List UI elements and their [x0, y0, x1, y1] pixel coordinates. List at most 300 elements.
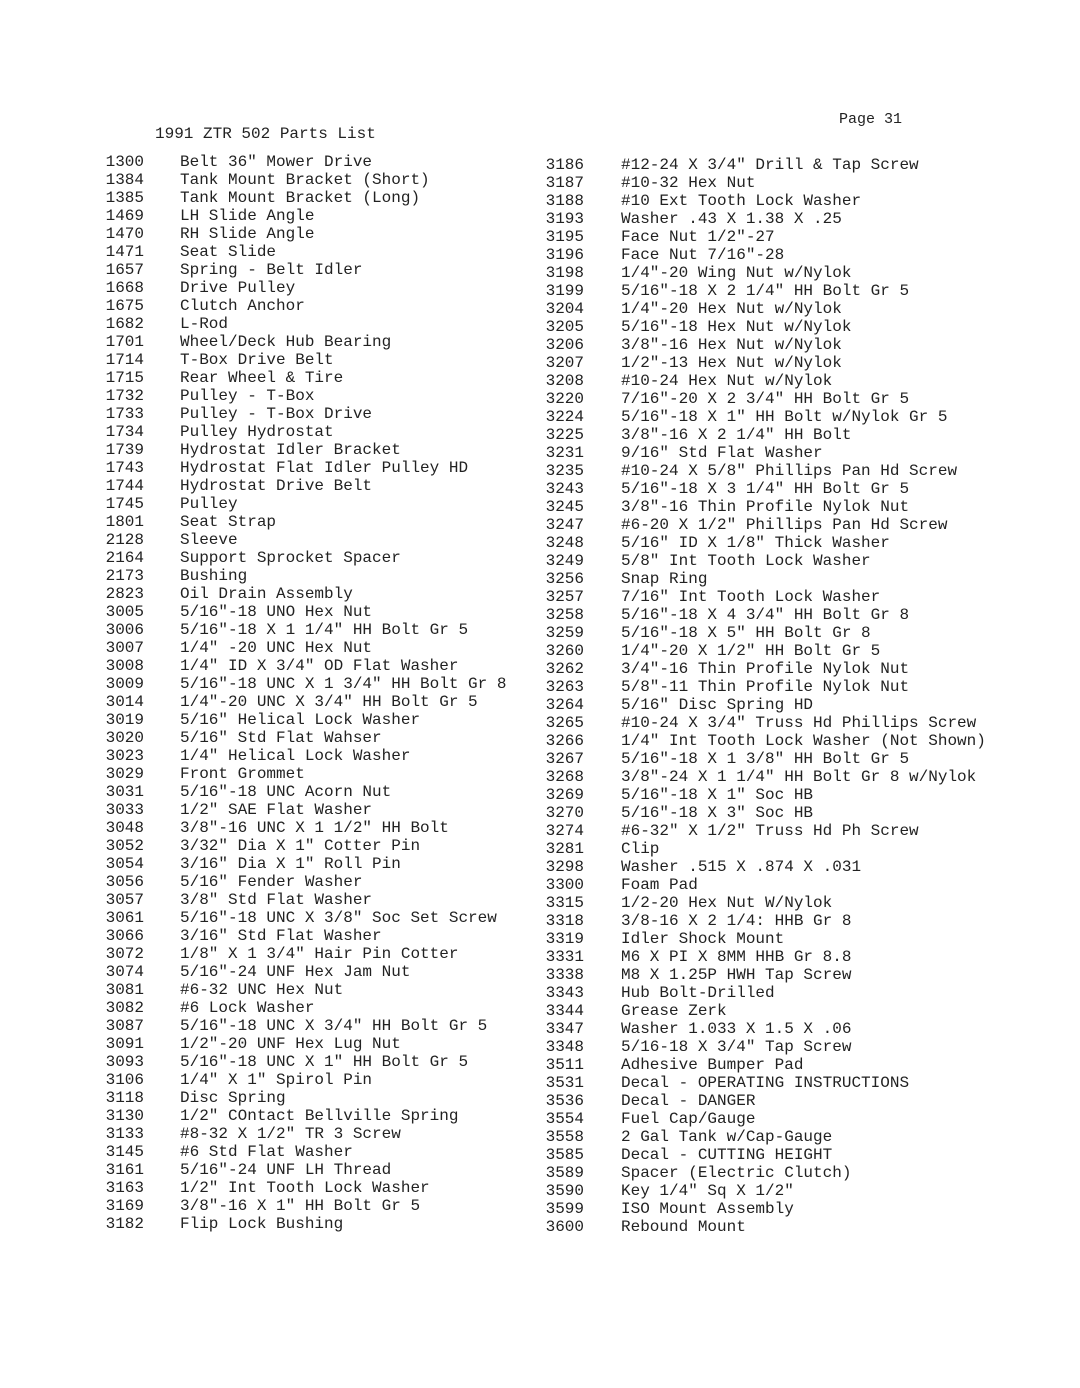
part-number: 3072 — [105, 945, 144, 963]
part-row — [104, 405, 506, 423]
part-description: T-Box Drive Belt — [180, 351, 334, 369]
part-number: 1801 — [105, 513, 144, 531]
part-description: Pulley — [180, 495, 238, 513]
part-description: Oil Drain Assembly — [180, 585, 353, 603]
part-description: Wheel/Deck Hub Bearing — [180, 333, 392, 351]
part-row — [544, 1146, 986, 1164]
part-description: Foam Pad — [621, 876, 698, 894]
part-number: 1732 — [105, 387, 144, 405]
part-row — [544, 174, 986, 192]
part-description: 5/16"-18 X 1 1/4" HH Bolt Gr 5 — [180, 621, 469, 639]
part-description: 3/8"-24 X 1 1/4" HH Bolt Gr 8 w/Nylok — [621, 768, 977, 786]
part-description: 5/16"-18 X 3 1/4" HH Bolt Gr 5 — [621, 480, 910, 498]
part-row — [544, 1164, 986, 1182]
part-description: 5/16" Disc Spring HD — [621, 696, 814, 714]
part-row — [544, 408, 986, 426]
part-description: 5/16" Fender Washer — [180, 873, 363, 891]
part-description: Tank Mount Bracket (Short) — [180, 171, 430, 189]
part-row — [104, 1197, 506, 1215]
part-description: #10-24 Hex Nut w/Nylok — [621, 372, 833, 390]
part-number: 3006 — [105, 621, 144, 639]
part-description: 5/8" Int Tooth Lock Washer — [621, 552, 871, 570]
part-row — [104, 891, 506, 909]
part-row — [104, 495, 506, 513]
part-number: 3087 — [105, 1017, 144, 1035]
part-number: 3220 — [545, 390, 584, 408]
part-description: Rear Wheel & Tire — [180, 369, 344, 387]
part-row — [104, 243, 506, 261]
part-description: #6 Std Flat Washer — [180, 1143, 353, 1161]
parts-list-left-column — [104, 153, 506, 1233]
part-row — [104, 963, 506, 981]
part-row — [544, 354, 986, 372]
part-description: Grease Zerk — [621, 1002, 727, 1020]
part-description: #10-24 X 5/8" Phillips Pan Hd Screw — [621, 462, 958, 480]
part-row — [544, 1074, 986, 1092]
part-number: 3082 — [105, 999, 144, 1017]
part-row — [544, 1200, 986, 1218]
part-number: 3093 — [105, 1053, 144, 1071]
part-description: 3/8"-16 UNC X 1 1/2" HH Bolt — [180, 819, 449, 837]
part-row — [104, 531, 506, 549]
part-row — [104, 873, 506, 891]
part-number: 1739 — [105, 441, 144, 459]
part-row — [104, 1143, 506, 1161]
part-description: 7/16"-20 X 2 3/4" HH Bolt Gr 5 — [621, 390, 910, 408]
part-row — [104, 1179, 506, 1197]
part-row — [104, 819, 506, 837]
part-number: 3061 — [105, 909, 144, 927]
part-row — [104, 1125, 506, 1143]
part-description: 3/32" Dia X 1" Cotter Pin — [180, 837, 421, 855]
part-number: 1744 — [105, 477, 144, 495]
part-number: 3074 — [105, 963, 144, 981]
part-description: Decal - DANGER — [621, 1092, 756, 1110]
part-description: 5/16"-18 UNO Hex Nut — [180, 603, 373, 621]
part-description: 3/8"-16 X 1" HH Bolt Gr 5 — [180, 1197, 421, 1215]
part-number: 3258 — [545, 606, 584, 624]
part-number: 3029 — [105, 765, 144, 783]
part-row — [104, 351, 506, 369]
part-number: 3066 — [105, 927, 144, 945]
part-number: 3005 — [105, 603, 144, 621]
part-description: 3/8"-16 Thin Profile Nylok Nut — [621, 498, 910, 516]
part-number: 3343 — [545, 984, 584, 1002]
part-description: Idler Shock Mount — [621, 930, 785, 948]
part-number: 3300 — [545, 876, 584, 894]
part-description: #6 Lock Washer — [180, 999, 315, 1017]
part-number: 1469 — [105, 207, 144, 225]
part-description: Decal - OPERATING INSTRUCTIONS — [621, 1074, 910, 1092]
part-row — [544, 876, 986, 894]
part-description: 5/16"-18 X 1" HH Bolt w/Nylok Gr 5 — [621, 408, 948, 426]
part-description: #8-32 X 1/2" TR 3 Screw — [180, 1125, 401, 1143]
part-number: 3536 — [545, 1092, 584, 1110]
parts-list-right-column — [544, 156, 986, 1236]
part-description: 9/16" Std Flat Washer — [621, 444, 823, 462]
part-description: RH Slide Angle — [180, 225, 315, 243]
part-description: L-Rod — [180, 315, 229, 333]
part-description: ISO Mount Assembly — [621, 1200, 794, 1218]
part-description: 1/8" X 1 3/4" Hair Pin Cotter — [180, 945, 459, 963]
part-row — [104, 1053, 506, 1071]
part-description: Rebound Mount — [621, 1218, 746, 1236]
part-number: 3558 — [545, 1128, 584, 1146]
part-row — [544, 588, 986, 606]
part-number: 2164 — [105, 549, 144, 567]
part-number: 3266 — [545, 732, 584, 750]
part-description: Disc Spring — [180, 1089, 286, 1107]
part-description: Belt 36" Mower Drive — [180, 153, 373, 171]
part-number: 3235 — [545, 462, 584, 480]
part-number: 3243 — [545, 480, 584, 498]
part-description: 2 Gal Tank w/Cap-Gauge — [621, 1128, 833, 1146]
part-number: 3057 — [105, 891, 144, 909]
part-number: 3023 — [105, 747, 144, 765]
part-description: 1/4"-20 UNC X 3/4" HH Bolt Gr 5 — [180, 693, 478, 711]
part-row — [104, 981, 506, 999]
part-number: 3163 — [105, 1179, 144, 1197]
part-row — [104, 999, 506, 1017]
part-number: 3019 — [105, 711, 144, 729]
part-description: 1/4" X 1" Spirol Pin — [180, 1071, 373, 1089]
part-description: 1/4" Helical Lock Washer — [180, 747, 411, 765]
part-number: 3196 — [545, 246, 584, 264]
part-number: 3531 — [545, 1074, 584, 1092]
part-row — [544, 714, 986, 732]
part-description: 5/16"-18 X 4 3/4" HH Bolt Gr 8 — [621, 606, 910, 624]
part-number: 3193 — [545, 210, 584, 228]
part-description: M6 X PI X 8MM HHB Gr 8.8 — [621, 948, 852, 966]
part-row — [104, 693, 506, 711]
part-row — [544, 732, 986, 750]
part-description: M8 X 1.25P HWH Tap Screw — [621, 966, 852, 984]
part-number: 1701 — [105, 333, 144, 351]
part-row — [104, 783, 506, 801]
part-number: 3056 — [105, 873, 144, 891]
part-number: 1300 — [105, 153, 144, 171]
part-row — [104, 1161, 506, 1179]
part-description: Pulley - T-Box Drive — [180, 405, 373, 423]
part-number: 3186 — [545, 156, 584, 174]
part-row — [104, 711, 506, 729]
part-number: 3208 — [545, 372, 584, 390]
part-description: 7/16" Int Tooth Lock Washer — [621, 588, 881, 606]
part-number: 3133 — [105, 1125, 144, 1143]
page-title: 1991 ZTR 502 Parts List — [155, 125, 376, 143]
part-row — [544, 930, 986, 948]
part-row — [544, 300, 986, 318]
part-row — [544, 1182, 986, 1200]
part-number: 3205 — [545, 318, 584, 336]
part-description: 5/16"-18 UNC X 3/4" HH Bolt Gr 5 — [180, 1017, 488, 1035]
part-number: 3091 — [105, 1035, 144, 1053]
part-description: 1/4"-20 Hex Nut w/Nylok — [621, 300, 842, 318]
part-number: 3590 — [545, 1182, 584, 1200]
part-row — [544, 678, 986, 696]
part-number: 1743 — [105, 459, 144, 477]
part-row — [544, 552, 986, 570]
part-row — [544, 264, 986, 282]
part-number: 3262 — [545, 660, 584, 678]
part-number: 2128 — [105, 531, 144, 549]
part-row — [104, 1071, 506, 1089]
part-description: 3/16" Std Flat Washer — [180, 927, 382, 945]
part-description: 1/2"-13 Hex Nut w/Nylok — [621, 354, 842, 372]
part-row — [104, 423, 506, 441]
part-number: 3268 — [545, 768, 584, 786]
part-row — [544, 444, 986, 462]
part-description: Hydrostat Drive Belt — [180, 477, 373, 495]
part-row — [544, 390, 986, 408]
part-row — [544, 462, 986, 480]
part-row — [544, 966, 986, 984]
part-row — [104, 621, 506, 639]
part-row — [544, 984, 986, 1002]
part-number: 3224 — [545, 408, 584, 426]
part-description: 3/4"-16 Thin Profile Nylok Nut — [621, 660, 910, 678]
part-number: 3198 — [545, 264, 584, 282]
part-row — [104, 189, 506, 207]
part-row — [544, 912, 986, 930]
part-description: Key 1/4" Sq X 1/2" — [621, 1182, 794, 1200]
part-row — [104, 315, 506, 333]
part-row — [104, 585, 506, 603]
part-row — [544, 1056, 986, 1074]
part-row — [104, 387, 506, 405]
part-row — [544, 282, 986, 300]
part-number: 3106 — [105, 1071, 144, 1089]
part-number: 3511 — [545, 1056, 584, 1074]
part-row — [544, 192, 986, 210]
part-row — [544, 894, 986, 912]
part-number: 3245 — [545, 498, 584, 516]
part-row — [104, 837, 506, 855]
part-description: Flip Lock Bushing — [180, 1215, 344, 1233]
part-number: 1715 — [105, 369, 144, 387]
part-description: 5/16-18 X 3/4" Tap Screw — [621, 1038, 852, 1056]
part-number: 3145 — [105, 1143, 144, 1161]
part-number: 1733 — [105, 405, 144, 423]
part-row — [104, 1215, 506, 1233]
part-description: Washer .43 X 1.38 X .25 — [621, 210, 842, 228]
part-row — [544, 228, 986, 246]
part-row — [104, 945, 506, 963]
part-number: 3033 — [105, 801, 144, 819]
part-number: 3130 — [105, 1107, 144, 1125]
part-row — [104, 801, 506, 819]
part-number: 3182 — [105, 1215, 144, 1233]
part-number: 3204 — [545, 300, 584, 318]
part-number: 3315 — [545, 894, 584, 912]
part-description: Front Grommet — [180, 765, 305, 783]
part-row — [104, 297, 506, 315]
part-number: 3081 — [105, 981, 144, 999]
part-number: 3248 — [545, 534, 584, 552]
part-row — [544, 480, 986, 498]
part-description: Hydrostat Flat Idler Pulley HD — [180, 459, 469, 477]
part-number: 3195 — [545, 228, 584, 246]
part-row — [104, 279, 506, 297]
part-description: 1/2" SAE Flat Washer — [180, 801, 373, 819]
part-number: 3247 — [545, 516, 584, 534]
part-row — [104, 441, 506, 459]
part-description: Fuel Cap/Gauge — [621, 1110, 756, 1128]
part-row — [104, 333, 506, 351]
part-number: 3161 — [105, 1161, 144, 1179]
part-description: Pulley - T-Box — [180, 387, 315, 405]
part-number: 3169 — [105, 1197, 144, 1215]
part-description: 5/16"-24 UNF LH Thread — [180, 1161, 392, 1179]
part-row — [544, 534, 986, 552]
part-row — [544, 768, 986, 786]
part-row — [544, 372, 986, 390]
part-number: 1657 — [105, 261, 144, 279]
part-row — [544, 642, 986, 660]
part-description: 5/16" Std Flat Wahser — [180, 729, 382, 747]
part-description: 5/16" ID X 1/8" Thick Washer — [621, 534, 890, 552]
part-number: 3009 — [105, 675, 144, 693]
part-row — [544, 1002, 986, 1020]
part-row — [104, 603, 506, 621]
part-number: 3269 — [545, 786, 584, 804]
part-row — [544, 210, 986, 228]
part-row — [544, 840, 986, 858]
part-number: 3589 — [545, 1164, 584, 1182]
part-description: Support Sprocket Spacer — [180, 549, 401, 567]
part-number: 1384 — [105, 171, 144, 189]
part-row — [544, 804, 986, 822]
part-number: 3554 — [545, 1110, 584, 1128]
part-description: Washer .515 X .874 X .031 — [621, 858, 862, 876]
part-number: 3259 — [545, 624, 584, 642]
part-description: 5/16"-18 UNC X 3/8" Soc Set Screw — [180, 909, 497, 927]
part-number: 1714 — [105, 351, 144, 369]
part-number: 3257 — [545, 588, 584, 606]
part-row — [544, 498, 986, 516]
part-row — [104, 657, 506, 675]
part-row — [544, 858, 986, 876]
part-number: 1385 — [105, 189, 144, 207]
part-description: Face Nut 7/16"-28 — [621, 246, 785, 264]
part-row — [544, 570, 986, 588]
part-number: 1470 — [105, 225, 144, 243]
part-row — [544, 156, 986, 174]
part-number: 3263 — [545, 678, 584, 696]
part-number: 3207 — [545, 354, 584, 372]
part-number: 3031 — [105, 783, 144, 801]
part-number: 3225 — [545, 426, 584, 444]
part-row — [544, 1128, 986, 1146]
part-description: Snap Ring — [621, 570, 708, 588]
part-row — [104, 477, 506, 495]
part-description: #6-32" X 1/2" Truss Hd Ph Screw — [621, 822, 919, 840]
part-number: 3020 — [105, 729, 144, 747]
part-row — [104, 459, 506, 477]
page-number: Page 31 — [839, 111, 903, 128]
part-number: 3600 — [545, 1218, 584, 1236]
part-description: 5/16"-18 UNC X 1 3/4" HH Bolt Gr 8 — [180, 675, 507, 693]
part-description: 3/8" Std Flat Washer — [180, 891, 373, 909]
part-row — [544, 426, 986, 444]
part-description: 5/16"-18 X 1" Soc HB — [621, 786, 814, 804]
part-description: Bushing — [180, 567, 248, 585]
part-number: 3187 — [545, 174, 584, 192]
part-description: Sleeve — [180, 531, 238, 549]
part-description: 1/4" -20 UNC Hex Nut — [180, 639, 373, 657]
part-description: #10-24 X 3/4" Truss Hd Phillips Screw — [621, 714, 977, 732]
part-description: Spacer (Electric Clutch) — [621, 1164, 852, 1182]
part-row — [104, 765, 506, 783]
part-number: 2173 — [105, 567, 144, 585]
part-description: Hub Bolt-Drilled — [621, 984, 775, 1002]
part-row — [544, 660, 986, 678]
part-row — [104, 171, 506, 189]
part-row — [104, 513, 506, 531]
part-number: 1745 — [105, 495, 144, 513]
part-number: 1668 — [105, 279, 144, 297]
part-row — [544, 786, 986, 804]
part-row — [104, 909, 506, 927]
part-number: 3348 — [545, 1038, 584, 1056]
part-row — [544, 606, 986, 624]
part-description: 3/16" Dia X 1" Roll Pin — [180, 855, 401, 873]
part-row — [544, 1092, 986, 1110]
part-number: 3264 — [545, 696, 584, 714]
part-number: 3331 — [545, 948, 584, 966]
part-description: 1/2"-20 UNF Hex Lug Nut — [180, 1035, 401, 1053]
part-number: 3298 — [545, 858, 584, 876]
part-description: Hydrostat Idler Bracket — [180, 441, 401, 459]
part-description: 1/4"-20 X 1/2" HH Bolt Gr 5 — [621, 642, 881, 660]
part-description: 5/16"-18 X 3" Soc HB — [621, 804, 814, 822]
part-number: 3188 — [545, 192, 584, 210]
part-description: Drive Pulley — [180, 279, 296, 297]
part-row — [104, 153, 506, 171]
part-number: 3048 — [105, 819, 144, 837]
part-description: 3/8-16 X 2 1/4: HHB Gr 8 — [621, 912, 852, 930]
part-row — [104, 927, 506, 945]
part-number: 3199 — [545, 282, 584, 300]
part-row — [104, 1017, 506, 1035]
part-description: Washer 1.033 X 1.5 X .06 — [621, 1020, 852, 1038]
part-number: 3231 — [545, 444, 584, 462]
part-description: Clip — [621, 840, 660, 858]
part-number: 1675 — [105, 297, 144, 315]
part-number: 3344 — [545, 1002, 584, 1020]
part-number: 3347 — [545, 1020, 584, 1038]
part-row — [544, 1110, 986, 1128]
part-description: 5/16"-18 UNC X 1" HH Bolt Gr 5 — [180, 1053, 469, 1071]
part-description: 5/16"-18 UNC Acorn Nut — [180, 783, 392, 801]
part-description: 1/4" Int Tooth Lock Washer (Not Shown) — [621, 732, 986, 750]
part-row — [104, 639, 506, 657]
part-description: 1/4" ID X 3/4" OD Flat Washer — [180, 657, 459, 675]
part-row — [104, 855, 506, 873]
part-row — [104, 207, 506, 225]
part-description: 3/8"-16 Hex Nut w/Nylok — [621, 336, 842, 354]
part-description: #6-32 UNC Hex Nut — [180, 981, 344, 999]
part-description: #10-32 Hex Nut — [621, 174, 756, 192]
part-row — [104, 1107, 506, 1125]
part-row — [544, 948, 986, 966]
part-description: Tank Mount Bracket (Long) — [180, 189, 421, 207]
part-number: 3052 — [105, 837, 144, 855]
part-row — [104, 549, 506, 567]
part-row — [544, 696, 986, 714]
part-row — [544, 624, 986, 642]
part-description: #10 Ext Tooth Lock Washer — [621, 192, 862, 210]
